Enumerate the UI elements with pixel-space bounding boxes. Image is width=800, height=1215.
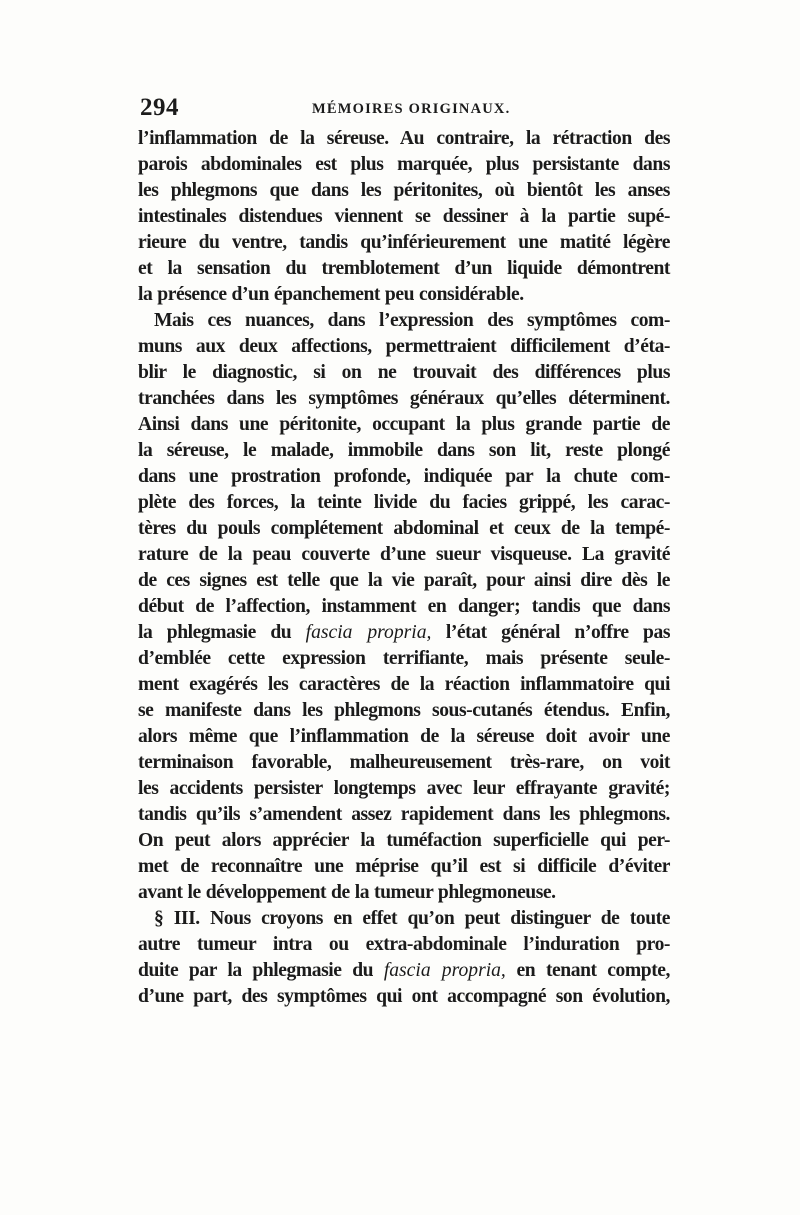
text-line: rieure du ventre, tandis qu’inférieurement une matité légère: [138, 232, 670, 253]
page-number: 294: [140, 94, 179, 121]
text-line-with-italic: [138, 620, 670, 646]
text-line: met de reconnaître une méprise qu’il est si difficile d’éviter: [138, 856, 670, 877]
text-line: début de l’affection, instamment en danger; tandis que dans: [138, 596, 670, 617]
text-line: d’emblée cette expression terrifiante, mais présente seule-: [138, 648, 670, 669]
text-line: se manifeste dans les phlegmons sous-cutanés étendus. Enfin,: [138, 700, 670, 721]
text-line: les accidents persister longtemps avec leur effrayante gravité;: [138, 778, 670, 799]
section-start-line: § III. Nous croyons en effet qu’on peut distinguer de toute: [154, 908, 670, 929]
text-line: blir le diagnostic, si on ne trouvait des différences plus: [138, 362, 670, 383]
page-header: [138, 94, 670, 124]
text-line: autre tumeur intra ou extra-abdominale l’induration pro-: [138, 934, 670, 955]
text-line: tères du pouls complétement abdominal et ceux de la tempé-: [138, 518, 670, 539]
text-line: On peut alors apprécier la tuméfaction superficielle qui per-: [138, 830, 670, 851]
paragraph-start-line: Mais ces nuances, dans l’expression des symptômes com-: [154, 310, 670, 331]
text-line-with-italic: [138, 958, 670, 984]
text-line: rature de la peau couverte d’une sueur visqueuse. La gravité: [138, 544, 670, 565]
text-line: intestinales distendues viennent se dessiner à la partie supé-: [138, 206, 670, 227]
text-line: de ces signes est telle que la vie paraît, pour ainsi dire dès le: [138, 570, 670, 591]
text-line: alors même que l’inflammation de la séreuse doit avoir une: [138, 726, 670, 747]
text-line: la présence d’un épanchement peu considérable.: [138, 284, 524, 305]
text-line: les phlegmons que dans les péritonites, où bientôt les anses: [138, 180, 670, 201]
text-line: dans une prostration profonde, indiquée par la chute com-: [138, 466, 670, 487]
text-line: la séreuse, le malade, immobile dans son lit, reste plongé: [138, 440, 670, 461]
line-text: la phlegmasie du: [138, 622, 306, 643]
text-line: muns aux deux affections, permettraient difficilement d’éta-: [138, 336, 670, 357]
text-line: Ainsi dans une péritonite, occupant la plus grande partie de: [138, 414, 670, 435]
body-text: [138, 126, 670, 1010]
text-line: l’inflammation de la séreuse. Au contraire, la rétraction des: [138, 128, 670, 149]
line-text: en tenant compte,: [505, 960, 670, 981]
text-line: terminaison favorable, malheureusement très-rare, on voit: [138, 752, 670, 773]
text-line: plète des forces, la teinte livide du facies grippé, les carac-: [138, 492, 670, 513]
text-line: tandis qu’ils s’amendent assez rapidement dans les phlegmons.: [138, 804, 670, 825]
text-line: ment exagérés les caractères de la réaction inflammatoire qui: [138, 674, 670, 695]
line-text: l’état général n’offre pas: [431, 622, 670, 643]
text-line: et la sensation du tremblotement d’un liquide démontrent: [138, 258, 670, 279]
italic-term: fascia propria,: [383, 960, 506, 981]
line-text: duite par la phlegmasie du: [138, 960, 384, 981]
text-line: tranchées dans les symptômes généraux qu’elles déterminent.: [138, 388, 670, 409]
running-title: MÉMOIRES ORIGINAUX.: [312, 101, 511, 117]
text-line: d’une part, des symptômes qui ont accompagné son évolution,: [138, 986, 670, 1007]
italic-term: fascia propria,: [305, 622, 432, 643]
text-line: parois abdominales est plus marquée, plus persistante dans: [138, 154, 670, 175]
text-line: avant le développement de la tumeur phlegmoneuse.: [138, 882, 556, 903]
book-page: [138, 94, 670, 1010]
